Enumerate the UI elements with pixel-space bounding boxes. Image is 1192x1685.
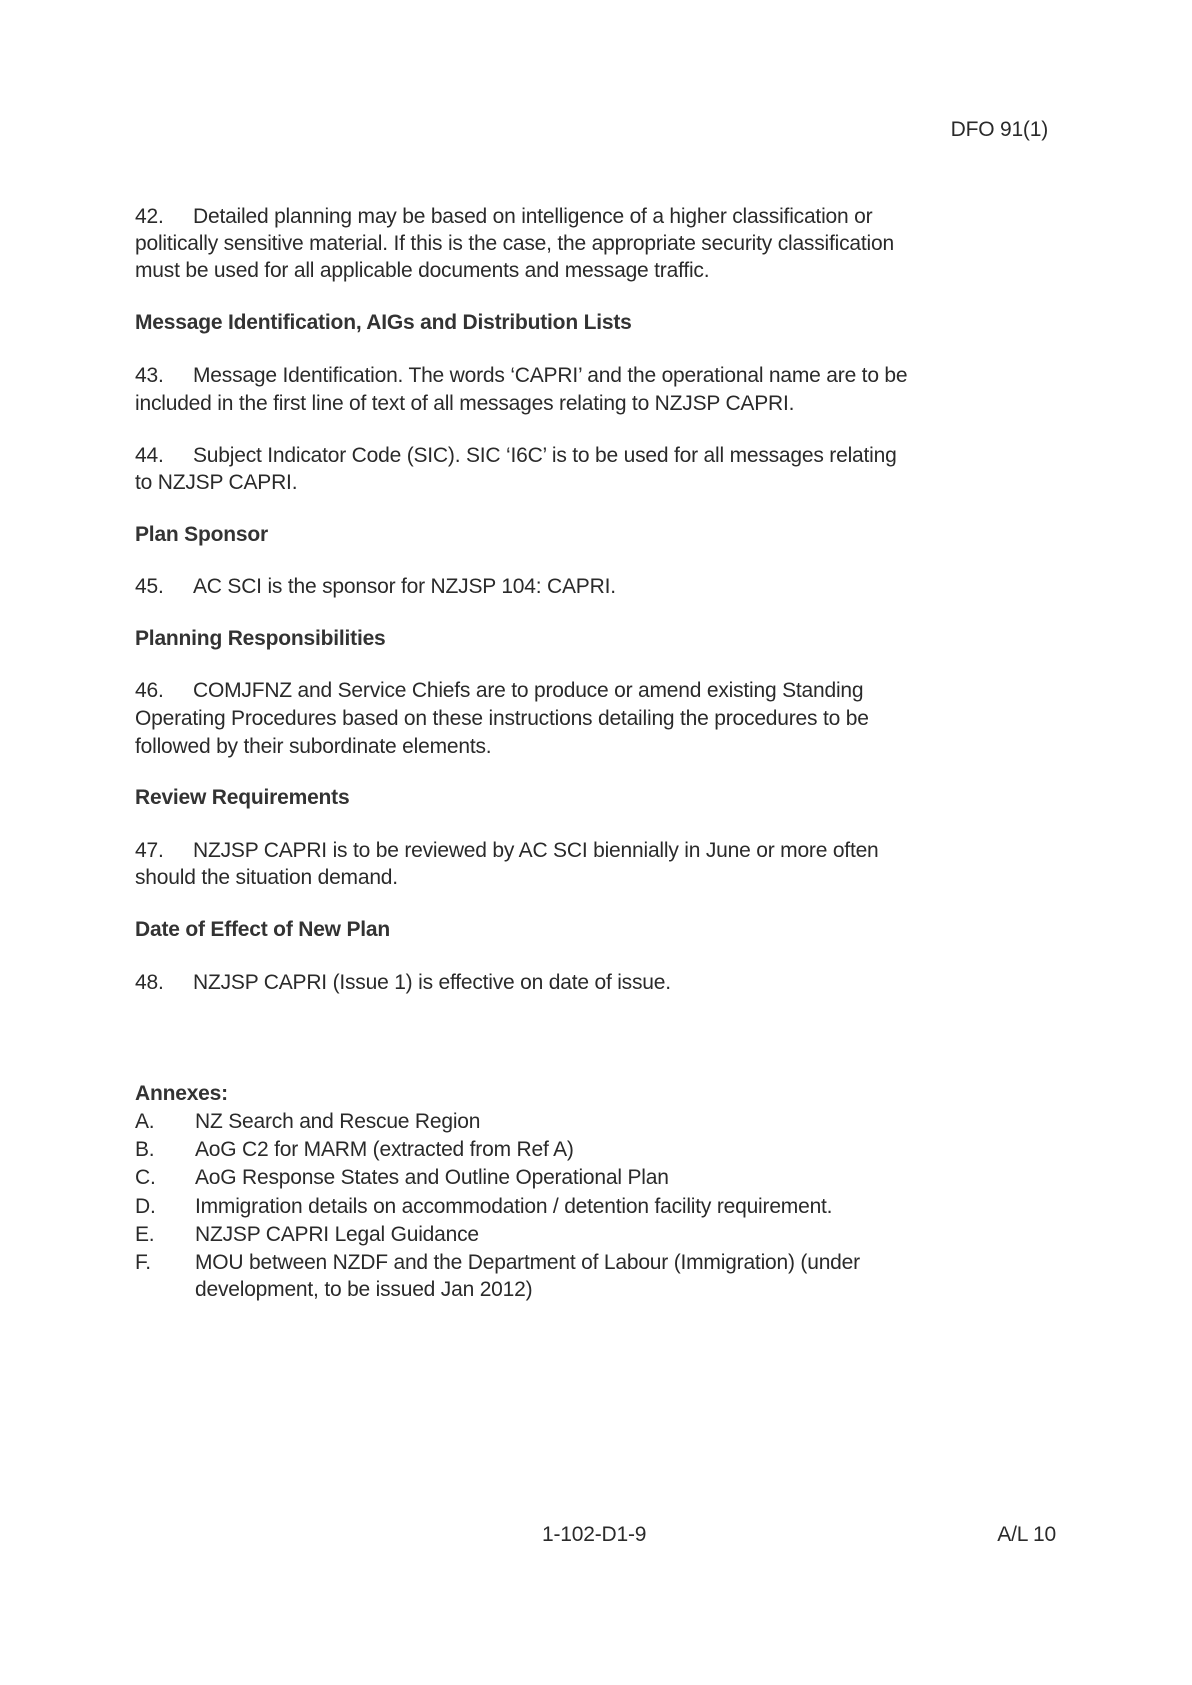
- paragraph-line: Detailed planning may be based on intelligence of a higher classification or: [193, 205, 873, 228]
- page-header-ref: DFO 91(1): [950, 118, 1048, 141]
- paragraph-line: NZJSP CAPRI is to be reviewed by AC SCI biennially in June or more often: [193, 839, 879, 862]
- paragraph-line: must be used for all applicable documents and message traffic.: [135, 259, 710, 282]
- annex-title: Immigration details on accommodation / detention facility requirement.: [195, 1195, 833, 1218]
- footer-amendment: A/L 10: [997, 1523, 1056, 1546]
- paragraph-number: 44.: [135, 444, 164, 467]
- section-heading: Review Requirements: [135, 786, 350, 809]
- paragraph-line: politically sensitive material. If this is the case, the appropriate security classification: [135, 232, 894, 255]
- section-heading: Plan Sponsor: [135, 523, 268, 546]
- annex-title: AoG C2 for MARM (extracted from Ref A): [195, 1138, 574, 1161]
- paragraph-number: 46.: [135, 679, 164, 702]
- annex-title: development, to be issued Jan 2012): [195, 1278, 533, 1301]
- paragraph-line: COMJFNZ and Service Chiefs are to produce or amend existing Standing: [193, 679, 864, 702]
- section-heading: Date of Effect of New Plan: [135, 918, 391, 941]
- paragraph-line: to NZJSP CAPRI.: [135, 471, 298, 494]
- paragraph-line: NZJSP CAPRI (Issue 1) is effective on date of issue.: [193, 971, 671, 994]
- paragraph-line: Subject Indicator Code (SIC). SIC ‘I6C’ is to be used for all messages relating: [193, 444, 897, 467]
- paragraph-number: 43.: [135, 364, 164, 387]
- paragraph-number: 45.: [135, 575, 164, 598]
- footer-page-id: 1-102-D1-9: [542, 1523, 647, 1546]
- annex-letter: B.: [135, 1138, 155, 1161]
- paragraph-line: Message Identification. The words ‘CAPRI’ and the operational name are to be: [193, 364, 908, 387]
- annex-letter: D.: [135, 1195, 156, 1218]
- paragraph-line: included in the first line of text of all messages relating to NZJSP CAPRI.: [135, 392, 795, 415]
- annex-letter: C.: [135, 1166, 156, 1189]
- annex-title: NZ Search and Rescue Region: [195, 1110, 481, 1133]
- paragraph-number: 42.: [135, 205, 164, 228]
- paragraph-line: AC SCI is the sponsor for NZJSP 104: CAPRI.: [193, 575, 616, 598]
- section-heading: Planning Responsibilities: [135, 627, 386, 650]
- paragraph-line: followed by their subordinate elements.: [135, 735, 492, 758]
- section-heading: Message Identification, AIGs and Distribution Lists: [135, 311, 632, 334]
- annex-title: NZJSP CAPRI Legal Guidance: [195, 1223, 479, 1246]
- annex-letter: A.: [135, 1110, 155, 1133]
- annex-title: MOU between NZDF and the Department of Labour (Immigration) (under: [195, 1251, 860, 1274]
- annexes-title: Annexes:: [135, 1082, 228, 1105]
- paragraph-number: 47.: [135, 839, 164, 862]
- annex-letter: F.: [135, 1251, 151, 1274]
- paragraph-number: 48.: [135, 971, 164, 994]
- annex-letter: E.: [135, 1223, 155, 1246]
- paragraph-line: should the situation demand.: [135, 866, 398, 889]
- paragraph-line: Operating Procedures based on these instructions detailing the procedures to be: [135, 707, 869, 730]
- annex-title: AoG Response States and Outline Operational Plan: [195, 1166, 669, 1189]
